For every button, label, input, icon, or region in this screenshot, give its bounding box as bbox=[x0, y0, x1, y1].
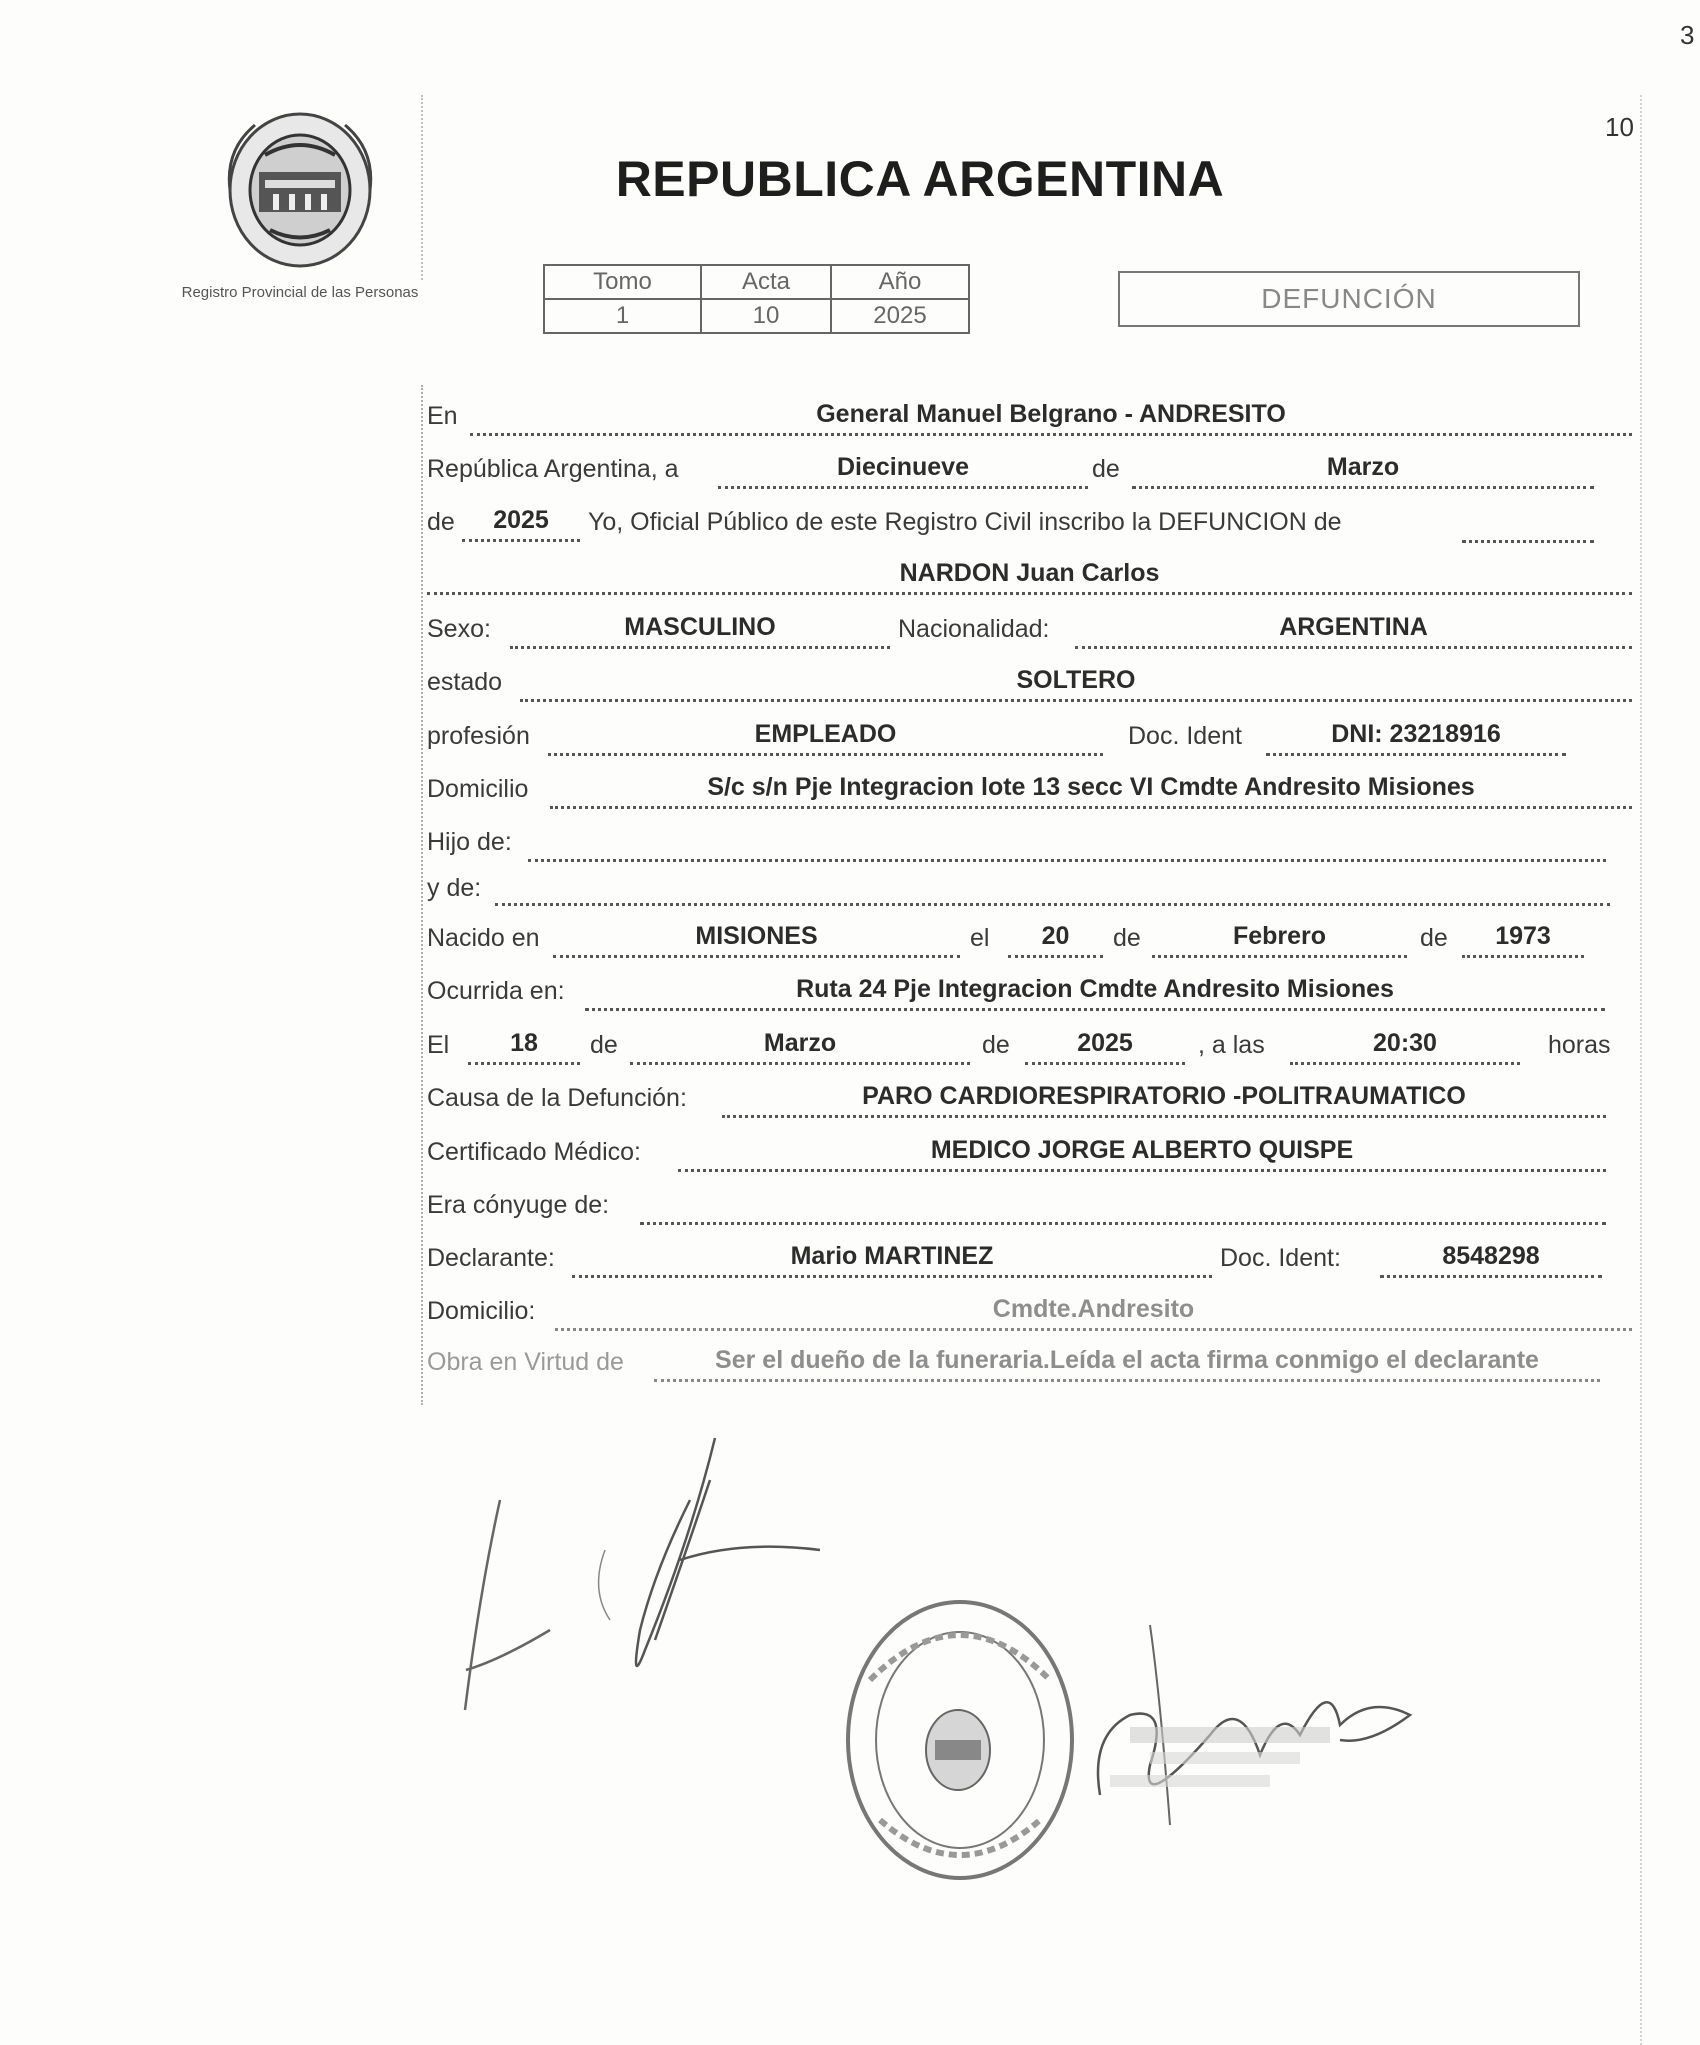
alas-label: , a las bbox=[1198, 1031, 1265, 1059]
sexo-value: MASCULINO bbox=[510, 610, 890, 649]
decl-domicilio-label: Domicilio: bbox=[427, 1297, 536, 1325]
nacido-label: Nacido en bbox=[427, 924, 540, 952]
en-label: En bbox=[427, 402, 458, 430]
obra-value: Ser el dueño de la funeraria.Leída el acta firma conmigo el declarante bbox=[654, 1343, 1600, 1382]
el-label: el bbox=[970, 924, 990, 952]
certificado-label: Certificado Médico: bbox=[427, 1138, 641, 1166]
nacionalidad-label: Nacionalidad: bbox=[898, 615, 1050, 643]
certificado-value: MEDICO JORGE ALBERTO QUISPE bbox=[678, 1133, 1606, 1172]
dia-value: Diecinueve bbox=[718, 450, 1088, 489]
record-type-box: DEFUNCIÓN bbox=[1118, 271, 1580, 327]
conyuge-value bbox=[640, 1186, 1606, 1225]
nacido-value: MISIONES bbox=[553, 919, 960, 958]
nacionalidad-value: ARGENTINA bbox=[1075, 610, 1632, 649]
anio-inscripcion-value: 2025 bbox=[462, 503, 580, 542]
estado-value: SOLTERO bbox=[520, 663, 1632, 702]
anio-header: Año bbox=[831, 265, 969, 299]
de4-label: de bbox=[1420, 924, 1448, 952]
en-value: General Manuel Belgrano - ANDRESITO bbox=[470, 397, 1632, 436]
de3-label: de bbox=[1113, 924, 1141, 952]
yo-line bbox=[1462, 540, 1594, 543]
obra-label: Obra en Virtud de bbox=[427, 1348, 624, 1376]
causa-value: PARO CARDIORESPIRATORIO -POLITRAUMATICO bbox=[722, 1079, 1606, 1118]
de2-label: de bbox=[427, 508, 455, 536]
acta-value: 10 bbox=[701, 299, 831, 333]
yde-value bbox=[495, 867, 1610, 906]
doc-value: DNI: 23218916 bbox=[1266, 717, 1566, 756]
tomo-value: 1 bbox=[544, 299, 701, 333]
page-number-top: 3 bbox=[1680, 20, 1695, 50]
tomo-header: Tomo bbox=[544, 265, 701, 299]
hijo-label: Hijo de: bbox=[427, 828, 512, 856]
deceased-name: NARDON Juan Carlos bbox=[427, 556, 1632, 595]
declarant-signature bbox=[440, 1420, 860, 1740]
domicilio-label: Domicilio bbox=[427, 775, 529, 803]
mes-value: Marzo bbox=[1132, 450, 1594, 489]
de6-label: de bbox=[982, 1031, 1010, 1059]
acta-header: Acta bbox=[701, 265, 831, 299]
doc-label: Doc. Ident bbox=[1128, 722, 1242, 750]
yde-label: y de: bbox=[427, 874, 482, 902]
profesion-label: profesión bbox=[427, 722, 530, 750]
declarante-label: Declarante: bbox=[427, 1244, 555, 1272]
decl-doc-value: 8548298 bbox=[1380, 1239, 1602, 1278]
estado-label: estado bbox=[427, 668, 503, 696]
defuncion-hora: 20:30 bbox=[1290, 1026, 1520, 1065]
registry-name: Registro Provincial de las Personas bbox=[181, 284, 419, 301]
ocurrida-value: Ruta 24 Pje Integracion Cmdte Andresito Misiones bbox=[585, 972, 1605, 1011]
conyuge-label: Era cónyuge de: bbox=[427, 1191, 610, 1219]
defuncion-dia: 18 bbox=[468, 1026, 580, 1065]
de-label: de bbox=[1092, 455, 1120, 483]
page-number-right: 10 bbox=[1605, 112, 1634, 142]
page-right-margin bbox=[1640, 95, 1642, 2045]
profesion-value: EMPLEADO bbox=[548, 717, 1103, 756]
horas-label: horas bbox=[1548, 1031, 1611, 1059]
decl-doc-label: Doc. Ident: bbox=[1220, 1244, 1341, 1272]
declarante-value: Mario MARTINEZ bbox=[572, 1239, 1212, 1278]
defuncion-mes: Marzo bbox=[630, 1026, 970, 1065]
hijo-value bbox=[528, 823, 1606, 862]
record-number-table bbox=[543, 264, 970, 334]
sexo-label: Sexo: bbox=[427, 615, 491, 643]
provincial-emblem bbox=[225, 110, 375, 270]
republica-label: República Argentina, a bbox=[427, 455, 679, 483]
nacimiento-anio: 1973 bbox=[1462, 919, 1584, 958]
de5-label: de bbox=[590, 1031, 618, 1059]
el2-label: El bbox=[427, 1031, 450, 1059]
decl-domicilio-value: Cmdte.Andresito bbox=[555, 1292, 1632, 1331]
domicilio-value: S/c s/n Pje Integracion lote 13 secc VI Cmdte Andresito Misiones bbox=[550, 770, 1632, 809]
yo-text: Yo, Oficial Público de este Registro Civil inscribo la DEFUNCION de bbox=[588, 508, 1342, 536]
nacimiento-dia: 20 bbox=[1008, 919, 1103, 958]
official-signature bbox=[1090, 1615, 1430, 1845]
form-left-margin-top bbox=[421, 95, 423, 280]
ocurrida-label: Ocurrida en: bbox=[427, 977, 565, 1005]
defuncion-anio: 2025 bbox=[1025, 1026, 1185, 1065]
nacimiento-mes: Febrero bbox=[1152, 919, 1407, 958]
form-left-margin bbox=[421, 385, 423, 1405]
anio-value: 2025 bbox=[831, 299, 969, 333]
page-title: REPUBLICA ARGENTINA bbox=[615, 151, 1225, 207]
causa-label: Causa de la Defunción: bbox=[427, 1084, 687, 1112]
registry-seal bbox=[840, 1590, 1080, 1890]
